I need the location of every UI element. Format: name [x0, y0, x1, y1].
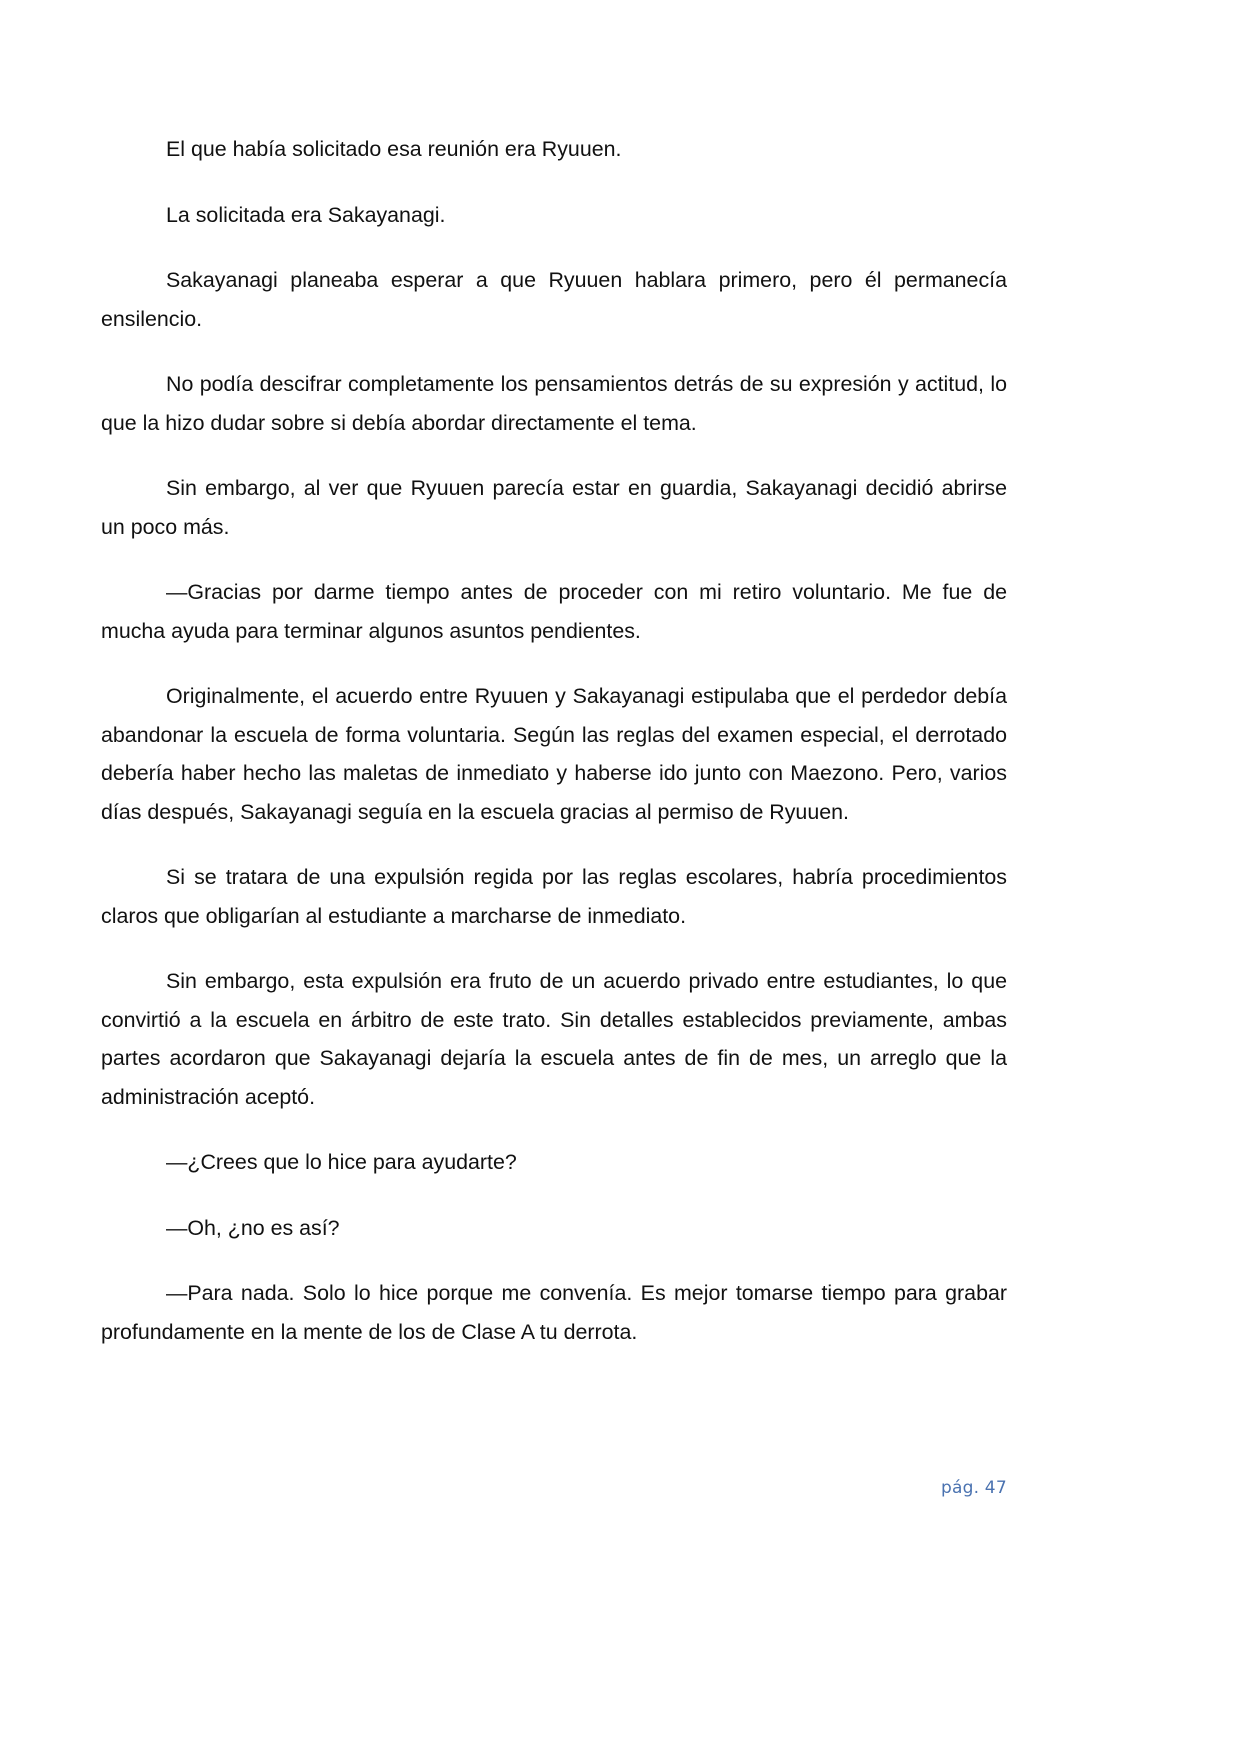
- paragraph-10: —¿Crees que lo hice para ayudarte?: [166, 1150, 517, 1174]
- paragraph-12: —Para nada. Solo lo hice porque me convenía. Es mejor tomarse tiempo para grabar profundamente en la mente de los de Clase A tu derrota.: [101, 1281, 1007, 1344]
- page-number: pág. 47: [941, 1478, 1007, 1498]
- paragraph-11: —Oh, ¿no es así?: [166, 1215, 340, 1240]
- paragraph-2: La solicitada era Sakayanagi.: [166, 202, 446, 227]
- paragraph-5: Sin embargo, al ver que Ryuuen parecía estar en guardia, Sakayanagi decidió abrirse un poco más.: [101, 476, 1007, 539]
- paragraph-7: Originalmente, el acuerdo entre Ryuuen y Sakayanagi estipulaba que el perdedor debía abandonar la escuela de forma voluntaria. Según las reglas del examen especial, el derrotado debería haber hecho las maletas de inmediato y haberse ido junto con Maezono. Pero, varios días después, Sakayanagi seguía en la escuela gracias al permiso de Ryuuen.: [101, 684, 1007, 824]
- paragraph-1: El que había solicitado esa reunión era Ryuuen.: [166, 137, 622, 161]
- document-body: [101, 130, 1007, 1378]
- paragraph-6: —Gracias por darme tiempo antes de proceder con mi retiro voluntario. Me fue de mucha ayuda para terminar algunos asuntos pendientes.: [101, 580, 1007, 643]
- paragraph-4: No podía descifrar completamente los pensamientos detrás de su expresión y actitud, lo que la hizo dudar sobre si debía abordar directamente el tema.: [101, 372, 1007, 435]
- paragraph-3: Sakayanagi planeaba esperar a que Ryuuen hablara primero, pero él permanecía ensilencio.: [101, 268, 1007, 331]
- paragraph-8: Si se tratara de una expulsión regida por las reglas escolares, habría procedimientos claros que obligarían al estudiante a marcharse de inmediato.: [101, 865, 1007, 928]
- paragraph-9: Sin embargo, esta expulsión era fruto de un acuerdo privado entre estudiantes, lo que convirtió a la escuela en árbitro de este trato. Sin detalles establecidos previamente, ambas partes acordaron que Sakayanagi dejaría la escuela antes de fin de mes, un arreglo que la administración aceptó.: [101, 969, 1007, 1109]
